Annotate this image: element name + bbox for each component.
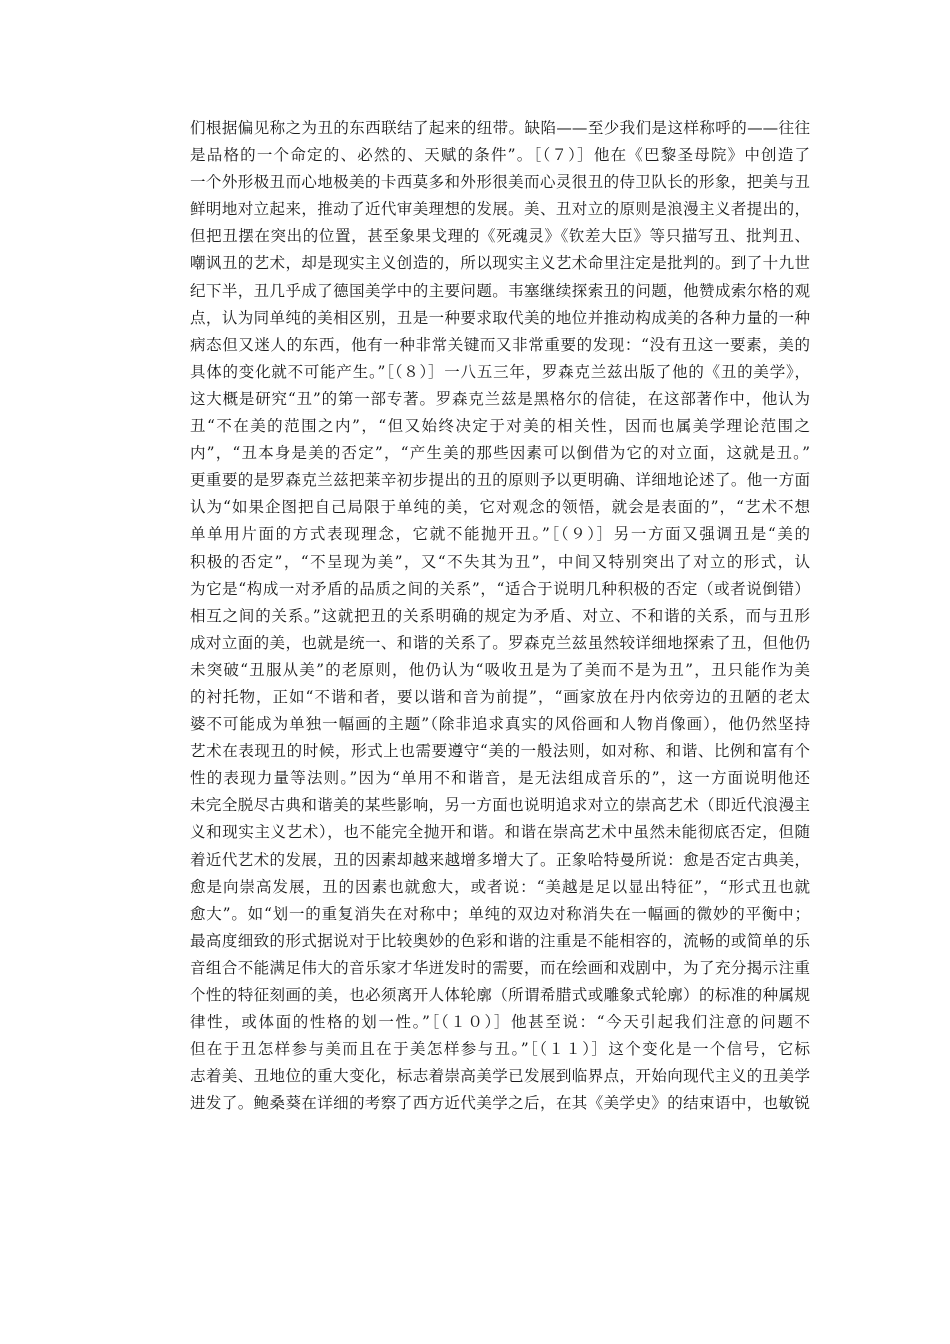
text-line: 认为“如果企图把自己局限于单纯的美，它对观念的领悟，就会是表面的”，“艺术不想 xyxy=(190,498,810,517)
body-text xyxy=(190,115,810,1117)
text-line: 未突破“丑服从美”的老原则，他仍认为“吸收丑是为了美而不是为丑”，丑只能作为美 xyxy=(190,660,810,679)
text-line: 丑“不在美的范围之内”，“但又始终决定于对美的相关性，因而也属美学理论范围之 xyxy=(190,417,810,436)
text-line: 艺术在表现丑的时候，形式上也需要遵守“美的一般法则，如对称、和谐、比例和富有个 xyxy=(190,742,810,761)
text-line: 最高度细致的形式据说对于比较奥妙的色彩和谐的注重是不能相容的，流畅的或简单的乐 xyxy=(190,931,810,950)
text-line: 一个外形极丑而心地极美的卡西莫多和外形很美而心灵很丑的侍卫队长的形象，把美与丑 xyxy=(190,173,810,192)
text-line: 义和现实主义艺术），也不能完全抛开和谐。和谐在崇高艺术中虽然未能彻底否定，但随 xyxy=(190,823,810,842)
text-line: 为它是“构成一对矛盾的品质之间的关系”，“适合于说明几种积极的否定（或者说倒错） xyxy=(190,579,810,598)
text-line: 具体的变化就不可能产生。”［（８）］一八五三年，罗森克兰兹出版了他的《丑的美学》， xyxy=(190,362,810,381)
text-line: 相互之间的关系。”这就把丑的关系明确的规定为矛盾、对立、不和谐的关系，而与丑形 xyxy=(190,606,810,625)
text-line: 病态但又迷人的东西，他有一种非常关键而又非常重要的发现：“没有丑这一要素，美的 xyxy=(190,335,810,354)
text-line: 性的表现力量等法则。”因为“单用不和谐音，是无法组成音乐的”，这一方面说明他还 xyxy=(190,769,810,788)
text-line: 未完全脱尽古典和谐美的某些影响，另一方面也说明追求对立的崇高艺术（即近代浪漫主 xyxy=(190,796,810,815)
text-line: 着近代艺术的发展，丑的因素却越来越增多增大了。正象哈特曼所说：愈是否定古典美， xyxy=(190,850,810,869)
text-line: 单单用片面的方式表现理念，它就不能抛开丑。”［（９）］另一方面又强调丑是“美的 xyxy=(190,525,810,544)
text-line: 但在于丑怎样参与美而且在于美怎样参与丑。”［（１１）］这个变化是一个信号，它标 xyxy=(190,1040,810,1059)
text-line: 的衬托物，正如“不谐和者，要以谐和音为前提”，“画家放在丹内依旁边的丑陋的老太 xyxy=(190,687,810,706)
text-line: 们根据偏见称之为丑的东西联结了起来的纽带。缺陷——至少我们是这样称呼的——往往 xyxy=(190,119,810,137)
text-line: 积极的否定”，“不呈现为美”，又“不失其为丑”，中间又特别突出了对立的形式，认 xyxy=(190,552,810,571)
text-line: 音组合不能满足伟大的音乐家才华迸发时的需要，而在绘画和戏剧中，为了充分揭示注重 xyxy=(190,958,810,977)
text-line: 嘲讽丑的艺术，却是现实主义创造的，所以现实主义艺术命里注定是批判的。到了十九世 xyxy=(190,254,810,273)
text-line: 成对立面的美，也就是统一、和谐的关系了。罗森克兰兹虽然较详细地探索了丑，但他仍 xyxy=(190,633,810,652)
text-line: 婆不可能成为单独一幅画的主题”（除非追求真实的风俗画和人物肖像画），他仍然坚持 xyxy=(190,715,810,734)
text-line: 愈大”。如“划一的重复消失在对称中；单纯的双边对称消失在一幅画的微妙的平衡中； xyxy=(190,904,810,923)
text-line: 这大概是研究“丑”的第一部专著。罗森克兰兹是黑格尔的信徒，在这部著作中，他认为 xyxy=(190,389,810,408)
text-line: 鲜明地对立起来，推动了近代审美理想的发展。美、丑对立的原则是浪漫主义者提出的， xyxy=(190,200,810,219)
text-line: 律性，或体面的性格的划一性。”［（１０）］他甚至说：“今天引起我们注意的问题不 xyxy=(190,1013,810,1032)
text-line: 个性的特征刻画的美，也必须离开人体轮廓（所谓希腊式或雕象式轮廓）的标准的种属规 xyxy=(190,986,810,1004)
text-line: 点，认为同单纯的美相区别，丑是一种要求取代美的地位并推动构成美的各种力量的一种 xyxy=(190,308,810,327)
text-line: 是品格的一个命定的、必然的、天赋的条件”。［（７）］他在《巴黎圣母院》中创造了 xyxy=(190,146,810,165)
text-line: 愈是向崇高发展，丑的因素也就愈大，或者说：“美越是足以显出特征”，“形式丑也就 xyxy=(190,877,810,896)
text-line: 志着美、丑地位的重大变化，标志着崇高美学已发展到临界点，开始向现代主义的丑美学 xyxy=(190,1067,810,1086)
text-line: 更重要的是罗森克兰兹把莱辛初步提出的丑的原则予以更明确、详细地论述了。他一方面 xyxy=(190,471,810,490)
text-line: 但把丑摆在突出的位置，甚至象果戈理的《死魂灵》《钦差大臣》等只描写丑、批判丑、 xyxy=(190,227,810,246)
text-line: 内”，“丑本身是美的否定”，“产生美的那些因素可以倒借为它的对立面，这就是丑。” xyxy=(190,444,810,463)
text-line: 进发了。鲍桑葵在详细的考察了西方近代美学之后，在其《美学史》的结束语中，也敏锐 xyxy=(190,1094,810,1113)
text-line: 纪下半，丑几乎成了德国美学中的主要问题。韦塞继续探索丑的问题，他赞成索尔格的观 xyxy=(190,281,810,300)
